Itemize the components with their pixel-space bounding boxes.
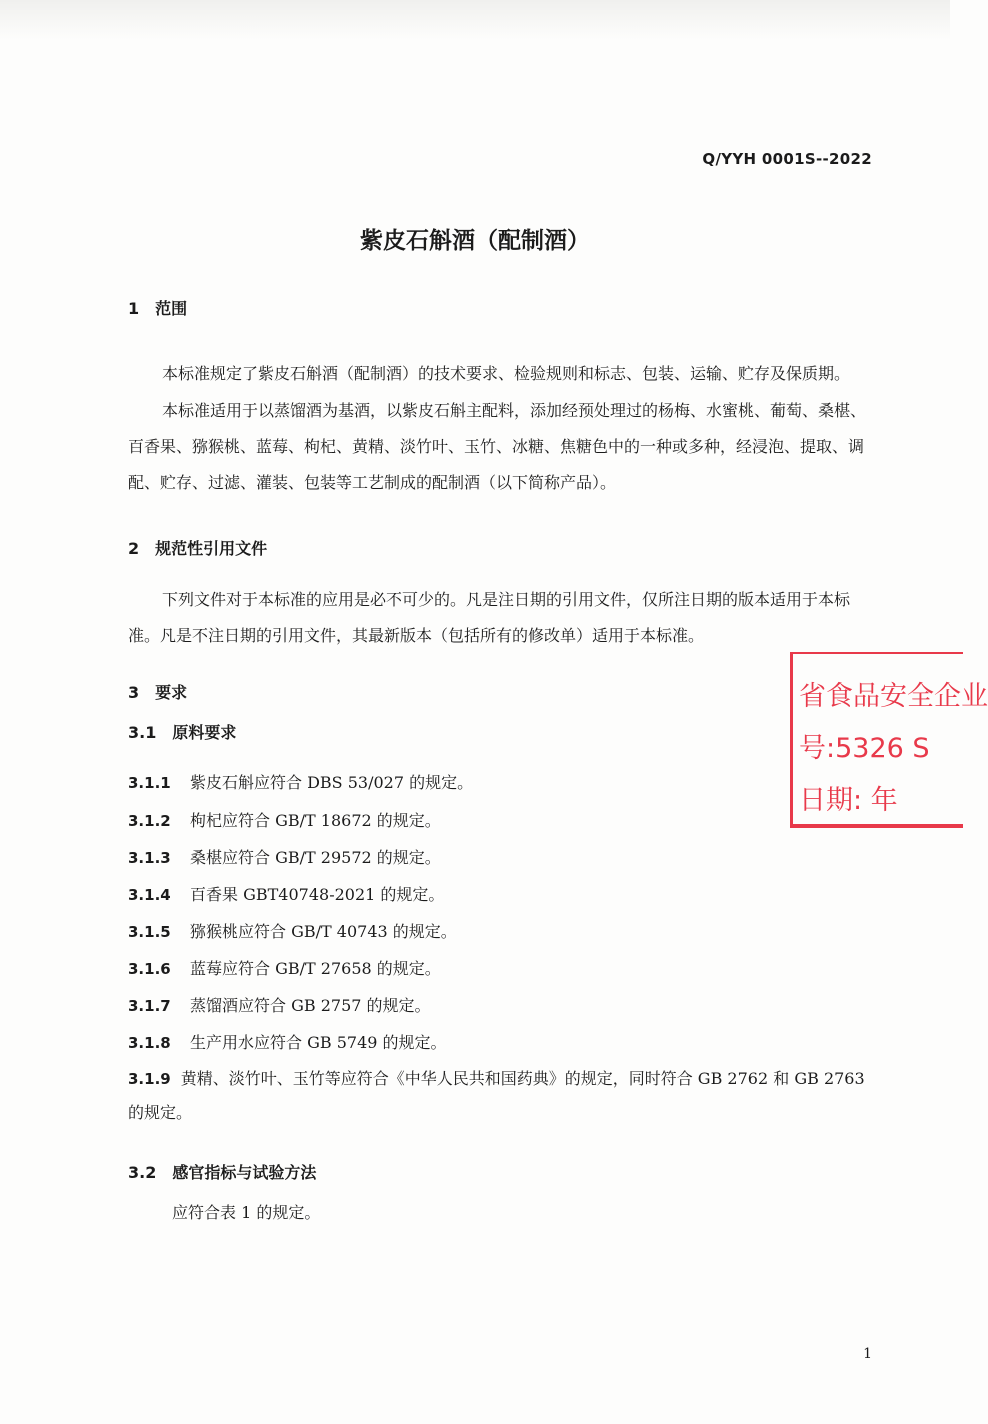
requirement-item	[128, 882, 444, 905]
stamp-line-1: 省食品安全企业	[799, 681, 988, 712]
section-number: 3.2	[128, 1163, 157, 1182]
item-text: 蒸馏酒应符合 GB 2757 的规定。	[190, 996, 431, 1015]
section-2-heading	[128, 536, 267, 559]
section-title: 要求	[155, 683, 188, 702]
section-3-heading	[128, 680, 187, 703]
item-text: 生产用水应符合 GB 5749 的规定。	[190, 1033, 447, 1052]
section-3-2-text: 应符合表 1 的规定。	[172, 1203, 321, 1222]
section-title: 规范性引用文件	[155, 539, 268, 558]
section-3-1-heading	[128, 720, 236, 743]
item-number: 3.1.6	[128, 960, 171, 978]
page-edge-shadow	[0, 0, 950, 40]
page-title: 紫皮石斛酒（配制酒）	[360, 228, 590, 254]
section-number: 3.1	[128, 723, 157, 742]
stamp-line-3: 日期: 年	[799, 785, 898, 816]
approval-stamp	[790, 652, 988, 828]
section-title: 原料要求	[172, 723, 237, 742]
requirement-item	[128, 1030, 447, 1053]
item-number: 3.1.7	[128, 997, 171, 1015]
item-number: 3.1.3	[128, 849, 171, 867]
requirement-item	[128, 993, 431, 1016]
requirement-item	[128, 808, 441, 831]
item-number: 3.1.8	[128, 1034, 171, 1052]
requirement-item-9	[128, 1062, 876, 1130]
item-text: 桑椹应符合 GB/T 29572 的规定。	[190, 848, 441, 867]
document-code: Q/YYH 0001S--2022	[702, 150, 872, 168]
section-1-paragraph-2: 本标准适用于以蒸馏酒为基酒，以紫皮石斛主配料，添加经预处理过的杨梅、水蜜桃、葡萄、桑椹、百香果、猕猴桃、蓝莓、枸杞、黄精、淡竹叶、玉竹、冰糖、焦糖色中的一种或多种，经浸泡、提取、调配、贮存、过滤、灌装、包装等工艺制成的配制酒（以下简称产品）。	[128, 401, 867, 492]
item-text: 蓝莓应符合 GB/T 27658 的规定。	[190, 959, 441, 978]
section-2-paragraph-1: 下列文件对于本标准的应用是必不可少的。凡是注日期的引用文件，仅所注日期的版本适用于本标准。凡是不注日期的引用文件，其最新版本（包括所有的修改单）适用于本标准。	[128, 590, 851, 645]
item-number: 3.1.4	[128, 886, 171, 904]
requirement-item	[128, 845, 441, 868]
section-number: 1	[128, 299, 140, 318]
section-title: 范围	[155, 299, 188, 318]
section-title: 感官指标与试验方法	[172, 1163, 317, 1182]
page-number: 1	[863, 1346, 872, 1362]
stamp-line-2: 号:5326 S	[799, 733, 930, 764]
section-1-paragraph-1: 本标准规定了紫皮石斛酒（配制酒）的技术要求、检验规则和标志、包装、运输、贮存及保质期。	[162, 364, 851, 383]
requirement-item	[128, 770, 473, 793]
section-number: 3	[128, 683, 140, 702]
requirement-item	[128, 956, 441, 979]
item-number: 3.1.9	[128, 1070, 171, 1088]
item-text: 紫皮石斛应符合 DBS 53/027 的规定。	[190, 773, 474, 792]
section-number: 2	[128, 539, 140, 558]
item-number: 3.1.2	[128, 812, 171, 830]
item-number: 3.1.1	[128, 774, 171, 792]
section-3-2-heading	[128, 1160, 316, 1183]
item-text: 百香果 GBT40748-2021 的规定。	[190, 885, 445, 904]
item-number: 3.1.5	[128, 923, 171, 941]
item-text: 枸杞应符合 GB/T 18672 的规定。	[190, 811, 441, 830]
item-text: 猕猴桃应符合 GB/T 40743 的规定。	[190, 922, 457, 941]
item-text: 黄精、淡竹叶、玉竹等应符合《中华人民共和国药典》的规定，同时符合 GB 2762 和 GB 2763 的规定。	[128, 1069, 865, 1122]
requirement-item	[128, 919, 457, 942]
section-1-heading	[128, 296, 187, 319]
